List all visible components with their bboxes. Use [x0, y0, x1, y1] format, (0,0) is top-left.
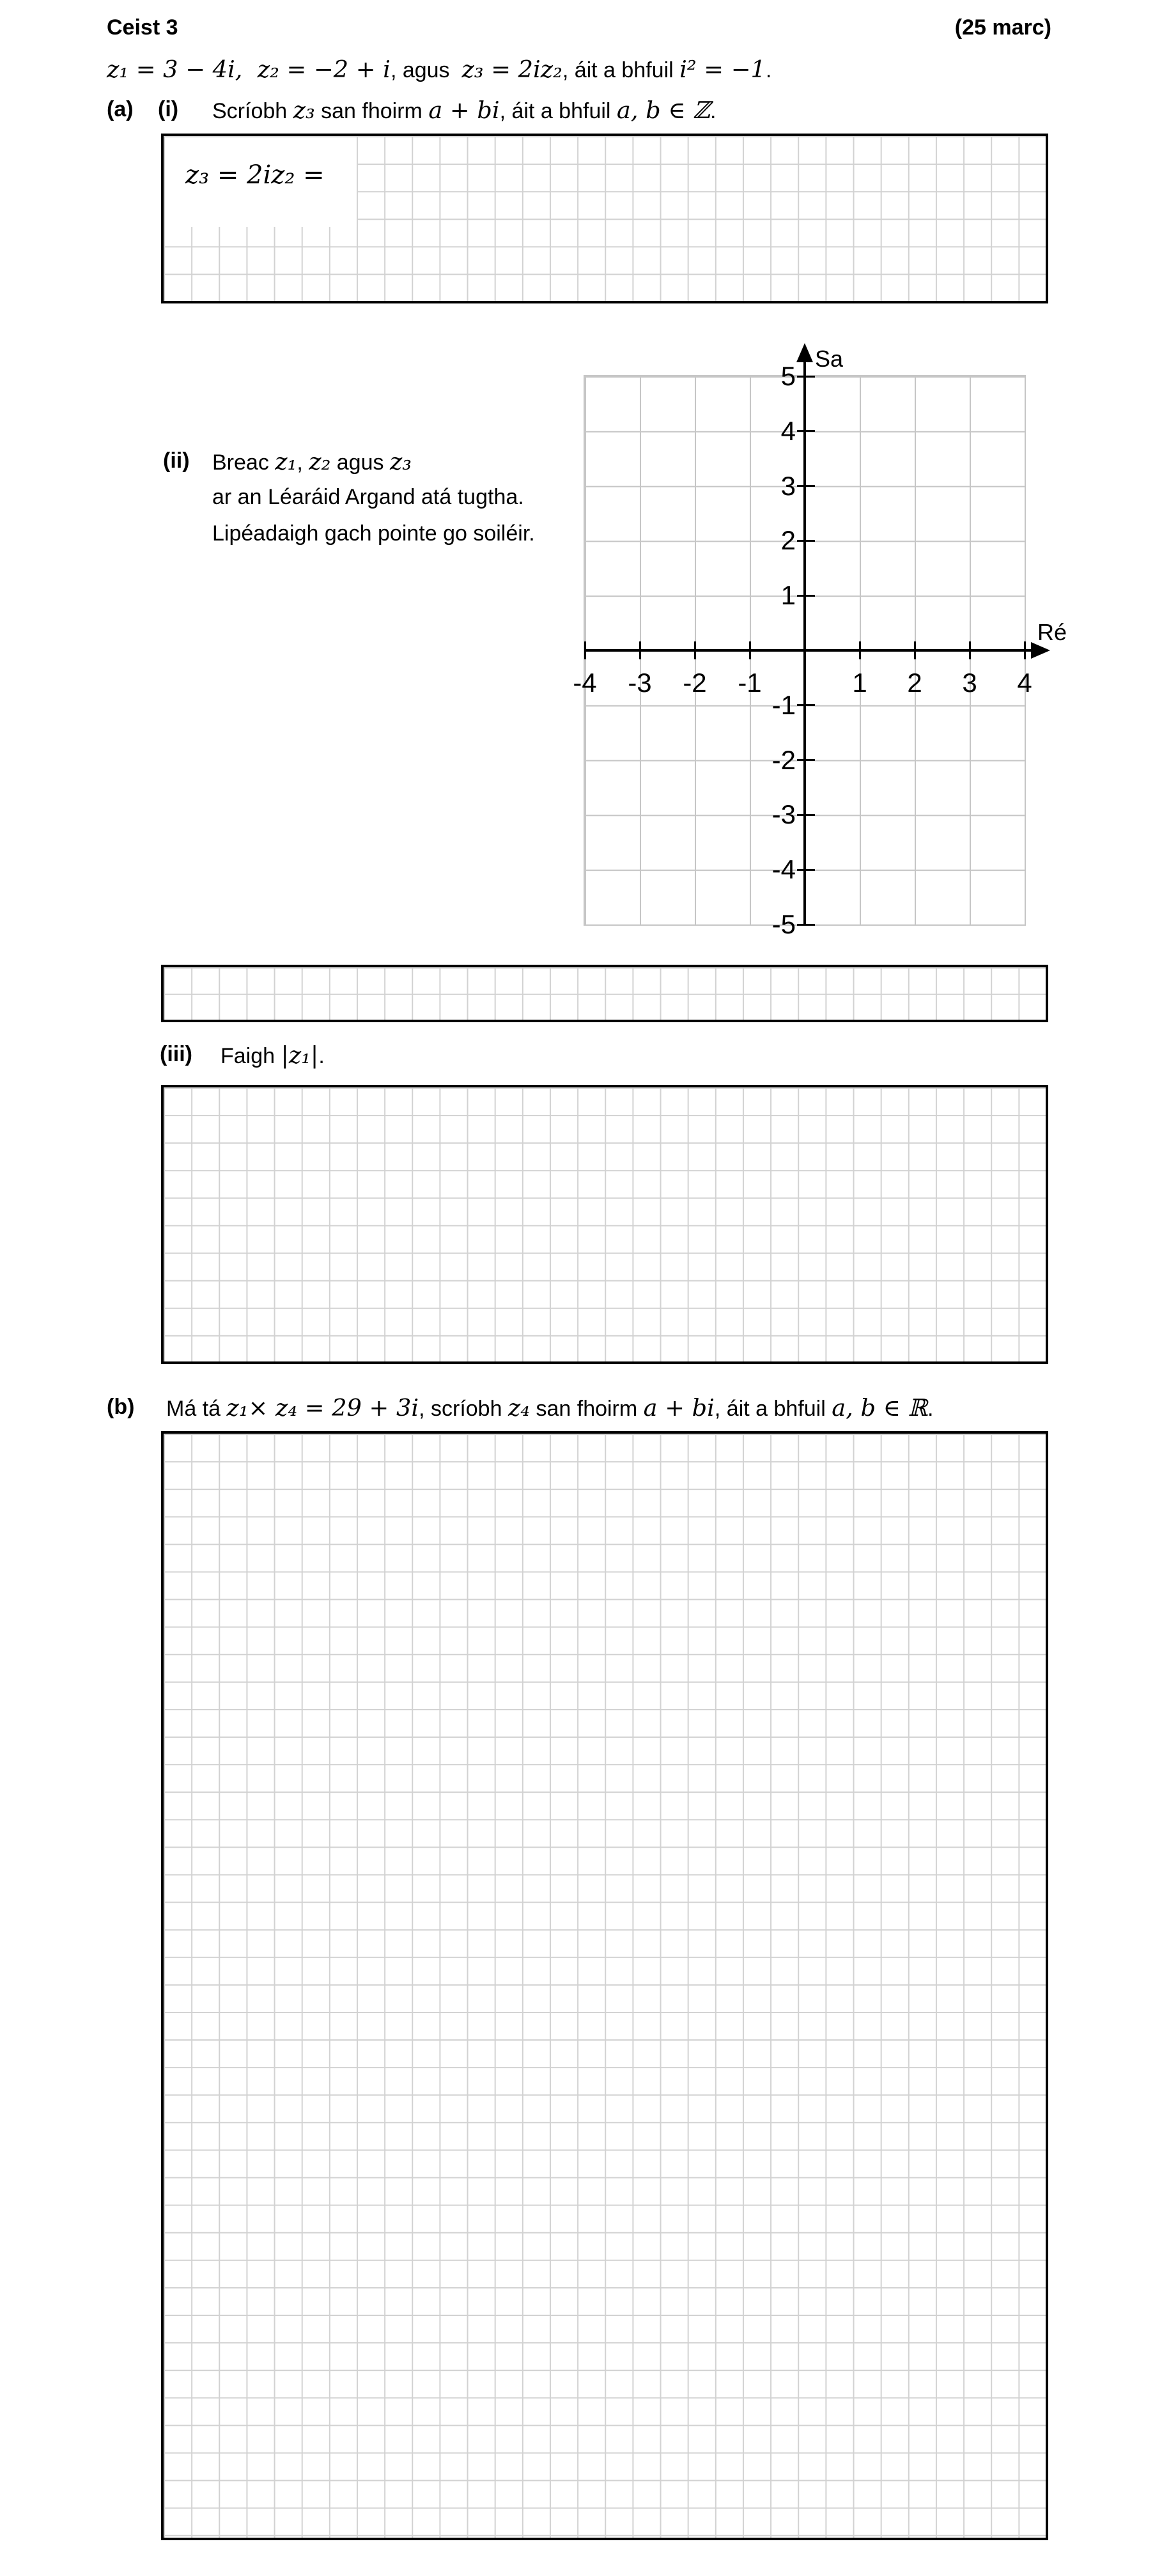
item-iii-prompt [221, 1041, 325, 1070]
y-axis-tick-label: 1 [780, 580, 796, 611]
y-axis-tick [797, 540, 815, 542]
answer-box-equation-patch [165, 137, 357, 227]
work-strip-box[interactable] [161, 965, 1048, 1022]
marks-badge: (25 marc) [954, 15, 1051, 40]
math-fragment: a + bi [643, 1394, 715, 1422]
math-fragment: z₁× z₄ = 29 + 3i [226, 1394, 419, 1422]
text-fragment: agus [330, 450, 390, 475]
x-axis-tick [859, 641, 861, 659]
math-fragment: a, b ∈ ℝ [832, 1394, 928, 1422]
text-fragment: san fhoirm [530, 1397, 644, 1421]
y-axis-tick [797, 759, 815, 761]
intro-equation-line [107, 55, 771, 84]
x-axis-tick [969, 641, 971, 659]
text-fragment: Lipéadaigh gach pointe go soiléir. [212, 521, 535, 546]
part-b-label: (b) [107, 1395, 135, 1419]
text-fragment: Faigh [221, 1044, 281, 1068]
text-fragment: Má tá [166, 1397, 227, 1421]
math-fragment: |z₁| [281, 1041, 319, 1069]
y-axis-tick-label: 5 [780, 361, 796, 391]
text-fragment: san fhoirm [314, 99, 429, 123]
y-axis-tick-label: -1 [771, 689, 796, 720]
item-ii-prompt-line-1 [212, 447, 412, 477]
text-fragment: , scríobh [419, 1397, 508, 1421]
text-fragment: . [927, 1397, 934, 1421]
real-axis [585, 649, 1032, 652]
y-axis-tick [797, 485, 815, 487]
y-axis-tick [797, 869, 815, 871]
x-axis-tick [914, 641, 916, 659]
item-ii-prompt-line-2 [212, 484, 524, 511]
answer-box-a-i[interactable] [161, 134, 1048, 303]
text-fragment: , [297, 450, 309, 475]
part-b-prompt [166, 1393, 933, 1423]
math-fragment: i² = −1 [679, 56, 766, 83]
math-fragment: z₁ = 3 − 4i, z₂ = −2 + i [107, 56, 391, 83]
y-axis-tick-label: 3 [780, 470, 796, 501]
x-axis-tick [694, 641, 696, 659]
y-axis-tick [797, 924, 815, 926]
item-i-label: (i) [158, 97, 179, 121]
part-a-label: (a) [107, 97, 134, 121]
answer-box-b[interactable] [161, 1431, 1048, 2540]
math-fragment: z₃ = 2iz₂ [461, 56, 562, 83]
item-i-prompt [212, 96, 716, 125]
item-iii-label: (iii) [160, 1042, 192, 1066]
y-axis-tick [797, 704, 815, 706]
x-axis-tick-label: 2 [907, 668, 922, 698]
math-fragment: z₃ [389, 448, 412, 475]
y-axis-tick-label: -2 [771, 744, 796, 775]
y-axis-tick [797, 595, 815, 597]
y-axis-tick-label: -3 [771, 799, 796, 830]
math-fragment: z₄ [507, 1394, 531, 1422]
text-fragment: , áit a bhfuil [499, 99, 617, 123]
text-fragment: . [710, 99, 717, 123]
x-axis-tick [1024, 641, 1026, 659]
y-axis-tick [797, 430, 815, 432]
real-axis-label: Ré [1037, 619, 1067, 645]
x-axis-tick-label: -3 [628, 668, 652, 698]
item-ii-prompt-line-3 [212, 520, 535, 548]
item-ii-label: (ii) [163, 448, 190, 473]
text-fragment: , áit a bhfuil [562, 58, 680, 82]
imaginary-axis [803, 361, 806, 924]
answer-box-a-iii[interactable] [161, 1085, 1048, 1364]
y-axis-tick [797, 376, 815, 378]
x-axis-tick-label: 4 [1017, 668, 1032, 698]
text-fragment: Scríobh [212, 99, 293, 123]
imaginary-axis-label: Sa [815, 346, 844, 372]
x-axis-tick [584, 641, 586, 659]
argand-plot[interactable] [573, 346, 1067, 939]
math-fragment: z₃ [293, 96, 315, 124]
y-axis-tick [797, 814, 815, 816]
answer-box-equation-label [185, 160, 325, 190]
imaginary-axis-arrow-icon [796, 343, 813, 362]
math-fragment: z₂ [309, 448, 331, 475]
x-axis-tick [639, 641, 641, 659]
question-title: Ceist 3 [107, 15, 178, 40]
text-fragment: ar an Léaráid Argand atá tugtha. [212, 485, 524, 509]
text-fragment: Breac [212, 450, 275, 475]
text-fragment: , agus [390, 58, 462, 82]
text-fragment: , áit a bhfuil [714, 1397, 832, 1421]
y-axis-tick-label: 2 [780, 525, 796, 556]
x-axis-tick-label: 1 [852, 668, 867, 698]
y-axis-tick-label: -5 [771, 909, 796, 939]
text-fragment: . [765, 58, 772, 82]
x-axis-tick-label: -1 [738, 668, 762, 698]
math-fragment: z₁ [275, 448, 297, 475]
math-fragment: z₃ = 2iz₂ = [185, 160, 325, 190]
x-axis-tick [749, 641, 751, 659]
x-axis-tick-label: 3 [962, 668, 977, 698]
x-axis-tick-label: -2 [683, 668, 707, 698]
x-axis-tick-label: -4 [573, 668, 597, 698]
y-axis-tick-label: -4 [771, 854, 796, 885]
math-fragment: a, b ∈ ℤ [616, 96, 710, 124]
text-fragment: . [318, 1044, 325, 1068]
y-axis-tick-label: 4 [780, 415, 796, 446]
math-fragment: a + bi [428, 96, 500, 124]
